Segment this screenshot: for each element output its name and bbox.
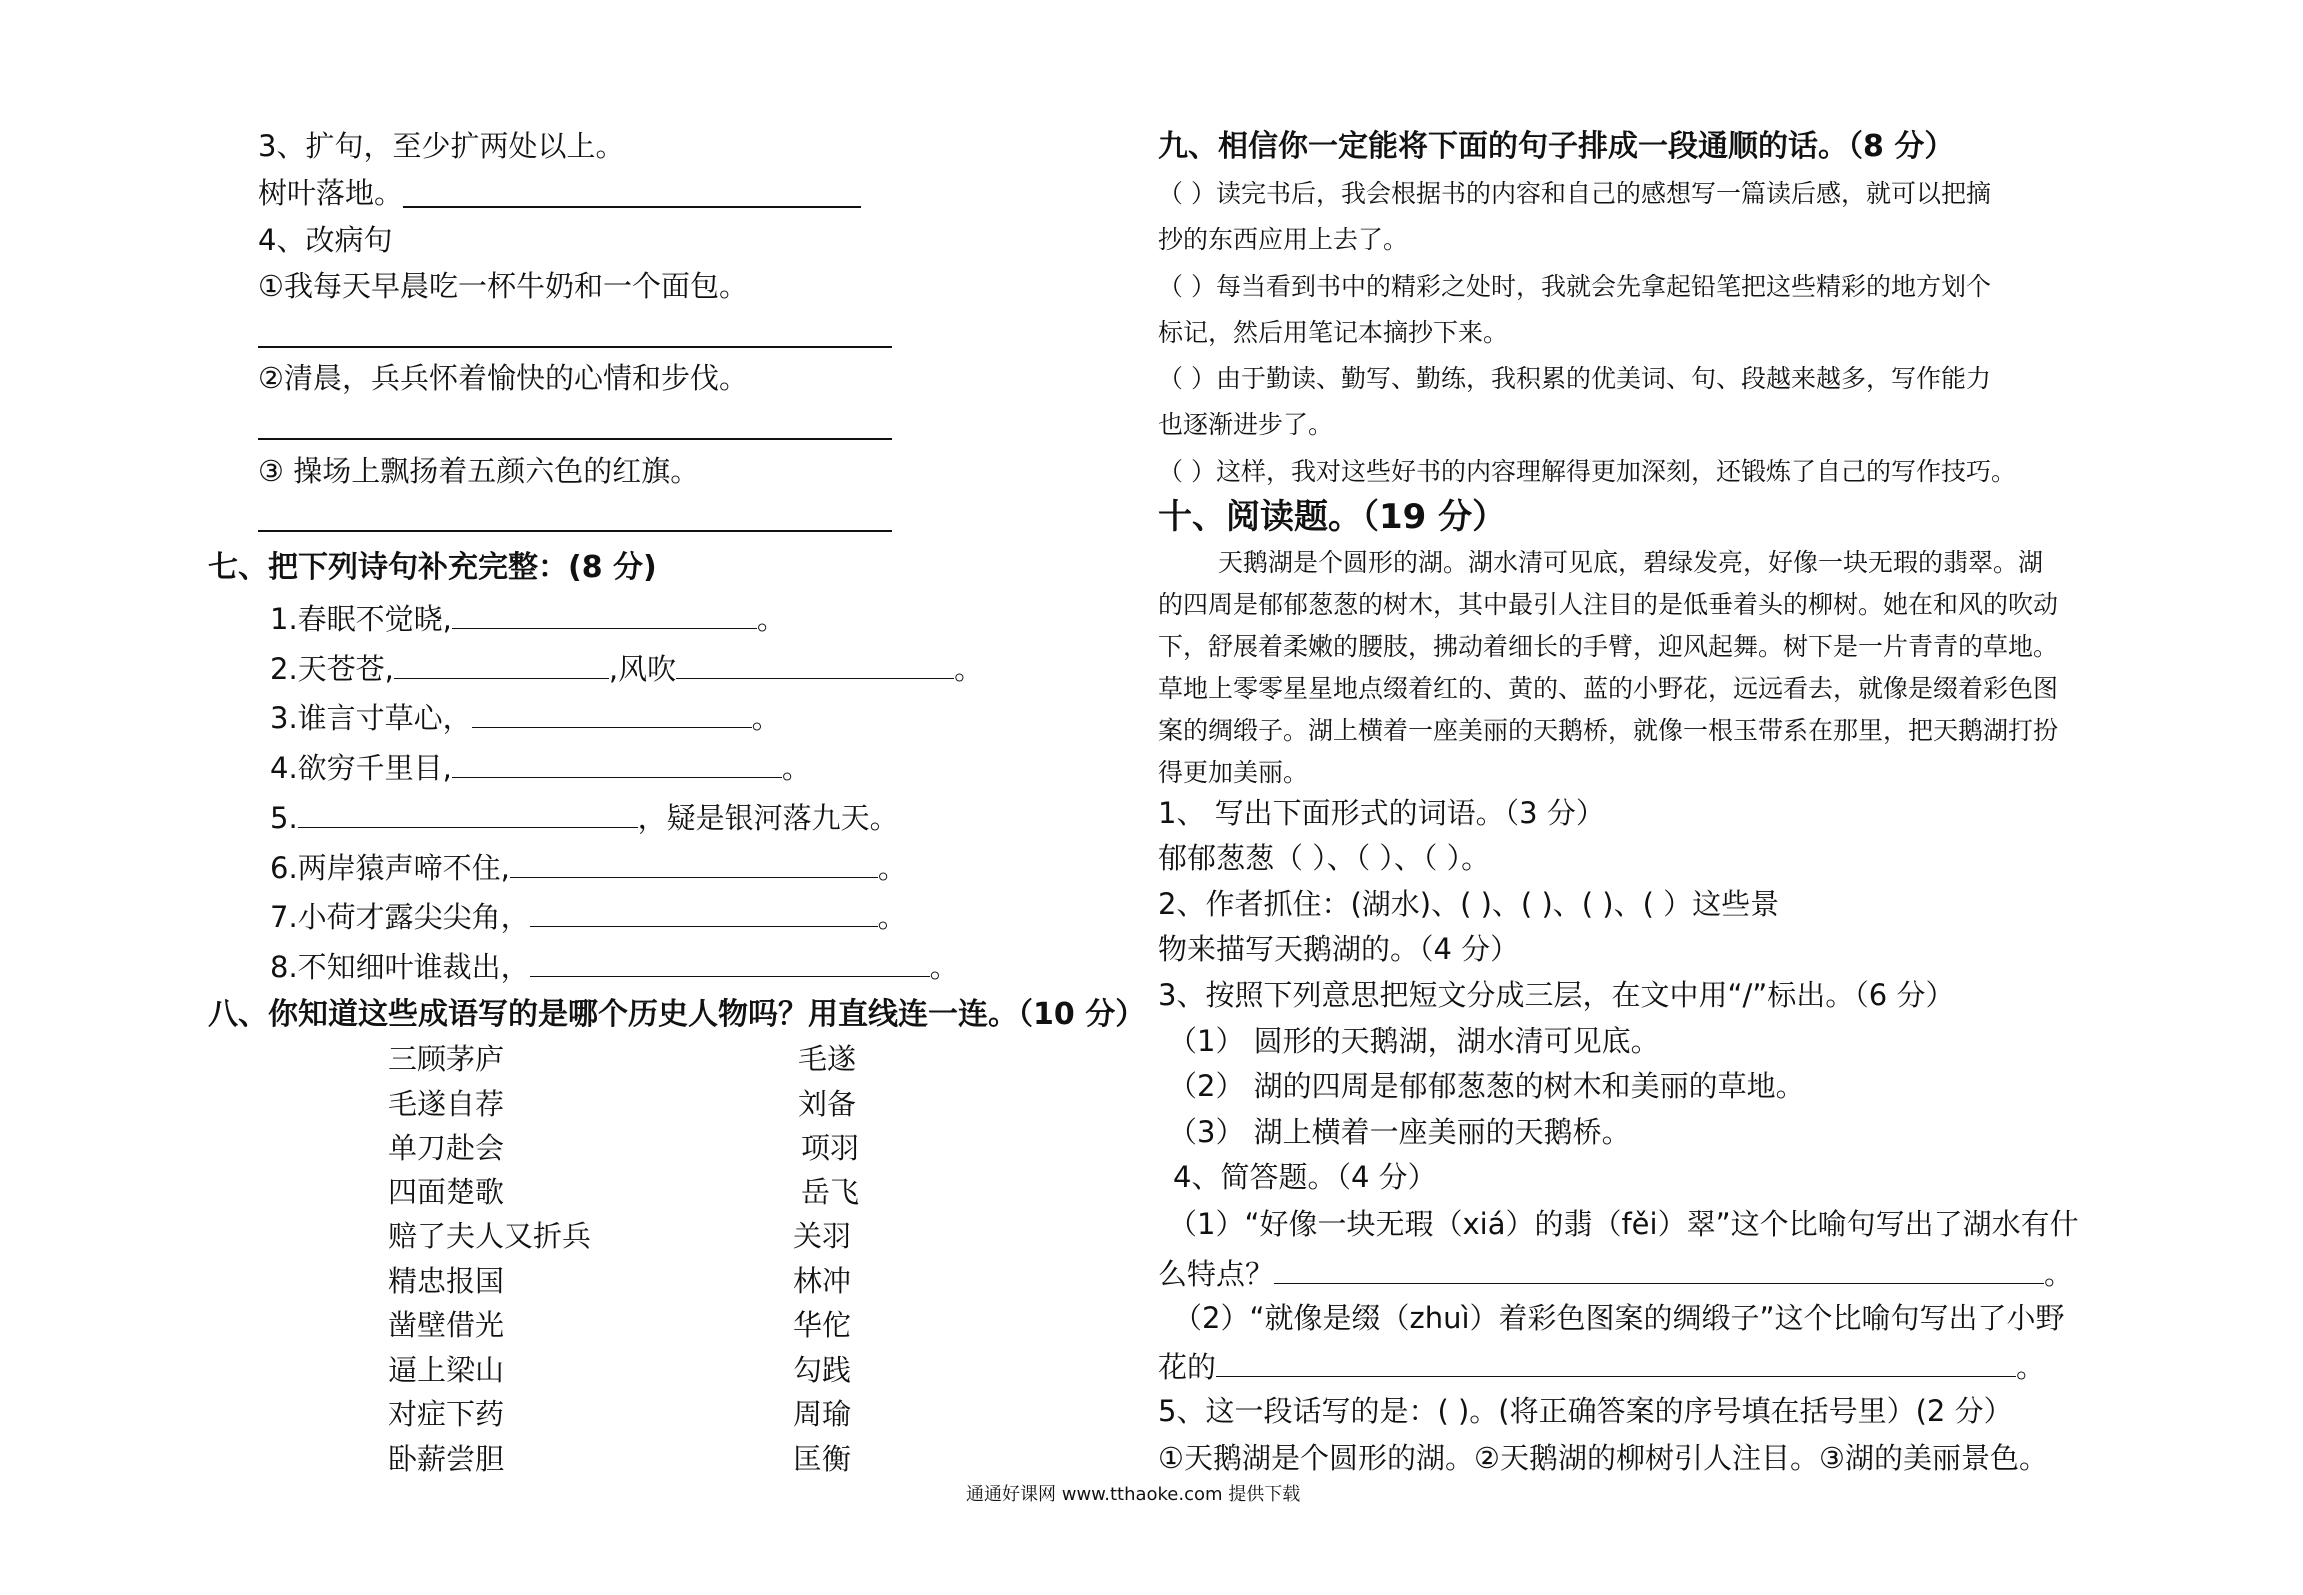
reading-q2-line-1[interactable]: 2、作者抓住：(湖水)、( )、( )、( )、( ）这些景 [1158,887,1780,921]
q4-title: 4、改病句 [258,223,393,257]
idiom-3[interactable]: 单刀赴会 [388,1131,505,1165]
q4-1-answer-blank[interactable] [1274,1257,2044,1284]
person-2[interactable]: 刘备 [798,1087,857,1121]
reading-q1-answer[interactable]: 郁郁葱葱（ ）、（ ）、（ ）。 [1158,841,1491,875]
section-9-title: 九、相信你一定能将下面的句子排成一段通顺的话。（8 分） [1158,129,1955,164]
q3-title: 3、扩句，至少扩两处以上。 [258,129,625,163]
idiom-10[interactable]: 卧薪尝胆 [388,1442,505,1476]
poem-blank[interactable] [452,602,757,629]
poem-line-8: 8.不知细叶谁裁出， 。 [270,950,959,985]
q4-item-3: ③ 操场上飘扬着五颜六色的红旗。 [258,454,700,488]
poem-blank[interactable] [676,652,954,679]
reading-q4: 4、简答题。（4 分） [1173,1160,1437,1194]
passage-line-6: 得更加美丽。 [1158,758,1309,787]
idiom-2[interactable]: 毛遂自荐 [388,1087,505,1121]
poem-blank[interactable] [530,900,878,927]
poem-line-4: 4.欲穷千里目, 。 [270,751,811,786]
poem-line-7: 7.小荷才露尖尖角， 。 [270,900,907,935]
q4-answer-line-3[interactable] [258,530,892,532]
sec9-line-3: （ ）每当看到书中的精彩之处时，我就会先拿起铅笔把这些精彩的地方划个 [1158,272,1991,301]
person-4[interactable]: 岳飞 [801,1175,860,1209]
idiom-8[interactable]: 逼上梁山 [388,1353,505,1387]
person-9[interactable]: 周瑜 [793,1397,852,1431]
reading-q3: 3、按照下列意思把短文分成三层，在文中用“/”标出。（6 分） [1158,978,1955,1012]
footer-source: 通通好课网 www.tthaoke.com 提供下载 [966,1484,1301,1505]
reading-q4-2-line-2: 花的 。 [1158,1350,2046,1385]
poem-blank[interactable] [530,950,930,977]
q3-item: 树叶落地。 [258,176,404,210]
person-8[interactable]: 勾践 [793,1353,852,1387]
sec9-line-5: （ ）由于勤读、勤写、勤练，我积累的优美词、句、段越来越多，写作能力 [1158,364,1991,393]
person-10[interactable]: 匡衡 [793,1442,852,1476]
poem-line-3: 3.谁言寸草心， 。 [270,701,781,736]
idiom-1[interactable]: 三顾茅庐 [388,1042,505,1076]
q4-2-answer-blank[interactable] [1216,1350,2016,1377]
poem-blank[interactable] [298,801,638,828]
idiom-5[interactable]: 赔了夫人又折兵 [388,1219,592,1253]
person-6[interactable]: 林冲 [793,1264,852,1298]
reading-q2-line-2: 物来描写天鹅湖的。（4 分） [1158,932,1520,966]
reading-q5[interactable]: 5、这一段话写的是：( )。(将正确答案的序号填在括号里）(2 分） [1158,1394,2013,1428]
reading-q3-item-1: （1） 圆形的天鹅湖，湖水清可见底。 [1168,1024,1660,1058]
section-8-title: 八、你知道这些成语写的是哪个历史人物吗？用直线连一连。（10 分） [208,997,1146,1032]
poem-blank[interactable] [452,751,782,778]
poem-blank[interactable] [510,851,878,878]
sec9-line-1: （ ）读完书后，我会根据书的内容和自己的感想写一篇读后感，就可以把摘 [1158,179,1991,208]
q4-answer-line-2[interactable] [258,438,892,440]
section-10-title: 十、阅读题。（19 分） [1158,497,1507,537]
poem-line-5: 5. ，疑是银河落九天。 [270,801,899,836]
section-7-title: 七、把下列诗句补充完整：(8 分) [208,550,657,585]
person-3[interactable]: 项羽 [801,1131,860,1165]
reading-q3-item-3: （3） 湖上横着一座美丽的天鹅桥。 [1168,1115,1631,1149]
q4-answer-line-1[interactable] [258,346,892,348]
sec9-line-7: （ ）这样，我对这些好书的内容理解得更加深刻，还锻炼了自己的写作技巧。 [1158,457,2016,486]
idiom-9[interactable]: 对症下药 [388,1397,505,1431]
sec9-line-4: 标记，然后用笔记本摘抄下来。 [1158,318,1509,347]
reading-q4-2-line-1: （2）“就像是缀（zhuì）着彩色图案的绸缎子”这个比喻句写出了小野 [1173,1301,2065,1335]
poem-blank[interactable] [394,652,609,679]
poem-line-1: 1.春眠不觉晓, 。 [270,602,786,637]
passage-line-3: 下，舒展着柔嫩的腰肢，拂动着细长的手臂，迎风起舞。树下是一片青青的草地。 [1158,632,2059,661]
sec9-line-6: 也逐渐进步了。 [1158,410,1334,439]
q4-item-1: ①我每天早晨吃一杯牛奶和一个面包。 [258,269,748,303]
q3-answer-line[interactable] [403,206,861,208]
passage-line-2: 的四周是郁郁葱葱的树木，其中最引人注目的是低垂着头的柳树。她在和风的吹动 [1158,590,2059,619]
poem-line-2: 2.天苍苍, ,风吹 。 [270,652,984,687]
reading-q4-1-line-1: （1）“好像一块无瑕（xiá）的翡（fěi）翠”这个比喻句写出了湖水有什 [1168,1207,2079,1241]
idiom-6[interactable]: 精忠报国 [388,1264,505,1298]
person-1[interactable]: 毛遂 [798,1042,857,1076]
sec9-line-2: 抄的东西应用上去了。 [1158,225,1409,254]
idiom-7[interactable]: 凿壁借光 [388,1308,505,1342]
person-7[interactable]: 华佗 [793,1308,852,1342]
passage-line-5: 案的绸缎子。湖上横着一座美丽的天鹅桥，就像一根玉带系在那里，把天鹅湖打扮 [1158,716,2059,745]
reading-q3-item-2: （2） 湖的四周是郁郁葱葱的树木和美丽的草地。 [1168,1069,1805,1103]
passage-line-1: 天鹅湖是个圆形的湖。湖水清可见底，碧绿发亮，好像一块无瑕的翡翠。湖 [1218,548,2044,577]
poem-line-6: 6.两岸猿声啼不住, 。 [270,851,907,886]
reading-q4-1-line-2: 么特点？ 。 [1158,1257,2074,1292]
person-5[interactable]: 关羽 [793,1219,852,1253]
poem-blank[interactable] [472,701,752,728]
reading-q5-options: ①天鹅湖是个圆形的湖。②天鹅湖的柳树引人注目。③湖的美丽景色。 [1158,1441,2048,1475]
reading-q1: 1、 写出下面形式的词语。（3 分） [1158,796,1605,830]
idiom-4[interactable]: 四面楚歌 [388,1175,505,1209]
passage-line-4: 草地上零零星星地点缀着红的、黄的、蓝的小野花，远远看去，就像是缀着彩色图 [1158,674,2059,703]
q4-item-2: ②清晨，兵兵怀着愉快的心情和步伐。 [258,361,748,395]
